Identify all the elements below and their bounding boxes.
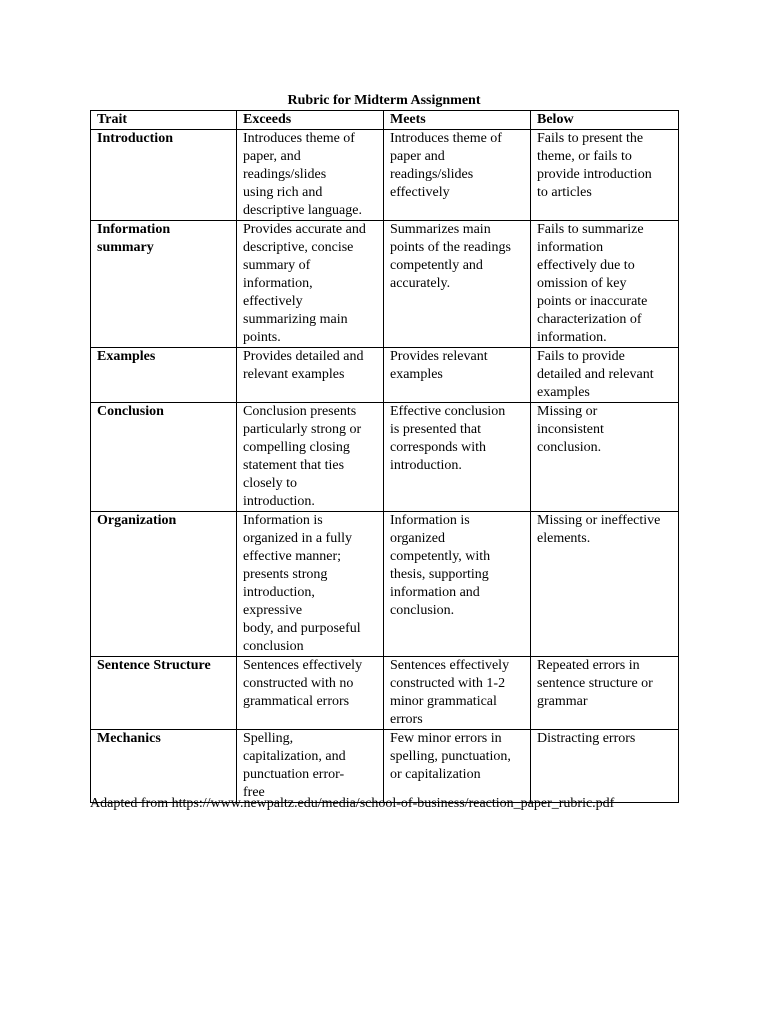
meets-cell: Sentences effectively constructed with 1-2 minor grammatical errors	[384, 657, 531, 730]
meets-cell: Effective conclusion is presented that corresponds with introduction.	[384, 403, 531, 512]
below-cell: Fails to provide detailed and relevant examples	[531, 348, 679, 403]
table-row	[91, 403, 679, 512]
below-cell: Missing or ineffective elements.	[531, 512, 679, 657]
meets-cell: Information is organized competently, with thesis, supporting information and conclusion.	[384, 512, 531, 657]
table-row	[91, 512, 679, 657]
header-below: Below	[531, 111, 679, 130]
exceeds-cell: Provides accurate and descriptive, concise summary of information, effectively summarizing main points.	[237, 221, 384, 348]
table-row	[91, 730, 679, 803]
exceeds-cell: Spelling, capitalization, and punctuation error- free	[237, 730, 384, 803]
below-cell: Distracting errors	[531, 730, 679, 803]
below-cell: Fails to summarize information effectively due to omission of key points or inaccurate characterization of information.	[531, 221, 679, 348]
below-cell: Repeated errors in sentence structure or grammar	[531, 657, 679, 730]
exceeds-cell: Provides detailed and relevant examples	[237, 348, 384, 403]
trait-cell: Conclusion	[91, 403, 237, 512]
exceeds-cell: Conclusion presents particularly strong or compelling closing statement that ties closely to introduction.	[237, 403, 384, 512]
meets-cell: Introduces theme of paper and readings/slides effectively	[384, 130, 531, 221]
table-header-row	[91, 111, 679, 130]
exceeds-cell: Sentences effectively constructed with no grammatical errors	[237, 657, 384, 730]
trait-cell: Information summary	[91, 221, 237, 348]
rubric-table	[90, 110, 679, 803]
below-cell: Fails to present the theme, or fails to provide introduction to articles	[531, 130, 679, 221]
trait-cell: Organization	[91, 512, 237, 657]
document-title: Rubric for Midterm Assignment	[287, 93, 481, 108]
trait-cell: Introduction	[91, 130, 237, 221]
table-row	[91, 130, 679, 221]
below-cell: Missing or inconsistent conclusion.	[531, 403, 679, 512]
header-meets: Meets	[384, 111, 531, 130]
trait-cell: Examples	[91, 348, 237, 403]
header-exceeds: Exceeds	[237, 111, 384, 130]
source-attribution: Adapted from https://www.newpaltz.edu/media/school-of-business/reaction_paper_rubric.pdf	[90, 796, 615, 811]
table-row	[91, 348, 679, 403]
table-row	[91, 657, 679, 730]
exceeds-cell: Introduces theme of paper, and readings/slides using rich and descriptive language.	[237, 130, 384, 221]
header-trait: Trait	[91, 111, 237, 130]
trait-cell: Sentence Structure	[91, 657, 237, 730]
trait-cell: Mechanics	[91, 730, 237, 803]
meets-cell: Summarizes main points of the readings competently and accurately.	[384, 221, 531, 348]
meets-cell: Few minor errors in spelling, punctuation, or capitalization	[384, 730, 531, 803]
table-row	[91, 221, 679, 348]
exceeds-cell: Information is organized in a fully effective manner; presents strong introduction, expressive body, and purposeful conclusion	[237, 512, 384, 657]
meets-cell: Provides relevant examples	[384, 348, 531, 403]
